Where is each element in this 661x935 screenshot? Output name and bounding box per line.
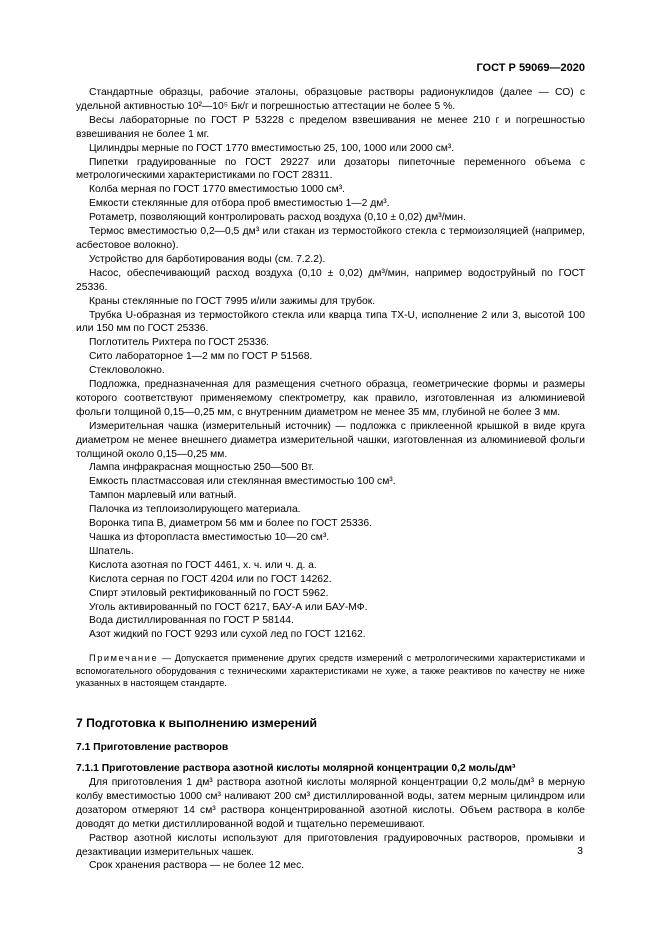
list-item: Стекловолокно.	[89, 365, 165, 377]
list-item: Азот жидкий по ГОСТ 9293 или сухой лед по ГОСТ 12162.	[89, 629, 366, 641]
list-item: Чашка из фторопласта вместимостью 10—20 см³.	[89, 532, 330, 543]
list-item: Шпатель.	[89, 545, 134, 557]
list-item: Подложка, предназначенная для размещения счетного образца, геометрические формы и размеры которого соответствуют применяемому спектрометру, как правило, изготовленная из алюминиевой фольги толщиной 0,15—0,25 мм, с внутренним диаметром не менее 35 мм, глубиной не более 3 мм.	[76, 379, 585, 418]
section-7-paragraph: Срок хранения раствора — не более 12 мес.	[89, 860, 305, 872]
list-item: Стандартные образцы, рабочие эталоны, образцовые растворы радионуклидов (далее — СО) с удельной активностью 10²—10⁵ Бк/г и погрешностью аттестации не более 5 %.	[76, 87, 585, 112]
list-item: Устройство для барботирования воды (см. 7.2.2).	[89, 253, 326, 265]
note-text: — Допускается применение других средств измерений с метрологическими характеристиками и вспомогательного оборудования с техническими характеристиками не хуже, а также реактивов по качеству не ниже указанных в настоящем стандарте.	[76, 653, 585, 689]
list-item: Палочка из теплоизолирующего материала.	[89, 504, 301, 516]
list-item: Тампон марлевый или ватный.	[89, 490, 237, 502]
list-item: Воронка типа В, диаметром 56 мм и более по ГОСТ 25336.	[89, 518, 372, 530]
note-block	[76, 652, 585, 690]
list-item: Емкость пластмассовая или стеклянная вместимостью 100 см³.	[89, 476, 396, 488]
list-item: Термос вместимостью 0,2—0,5 дм³ или стакан из термостойкого стекла с термоизоляцией (например, асбестовое волокно).	[76, 226, 585, 251]
equipment-list	[76, 86, 585, 642]
list-item: Кислота азотная по ГОСТ 4461, х. ч. или ч. д. а.	[89, 559, 317, 571]
list-item: Измерительная чашка (измерительный источник) — подложка с приклеенной крышкой в виде круга диаметром не менее внешнего диаметра измерительной чашки, изготовленная из алюминиевой фольги толщиной около 0,15—0,25 мм.	[76, 420, 585, 460]
list-item: Кислота серная по ГОСТ 4204 или по ГОСТ 14262.	[89, 573, 332, 585]
list-item: Трубка U-образная из термостойкого стекла или кварца типа TX-U, исполнение 2 или 3, высотой 100 или 150 мм по ГОСТ 25336.	[76, 309, 585, 335]
page-number: 3	[577, 845, 583, 857]
list-item: Уголь активированный по ГОСТ 6217, БАУ-А или БАУ-МФ.	[89, 601, 368, 613]
document-id-header: ГОСТ Р 59069—2020	[476, 62, 585, 74]
section-7-paragraph: Для приготовления 1 дм³ раствора азотной кислоты молярной концентрации 0,2 моль/дм³ в мерную колбу вместимостью 1000 см³ наливают 200 см³ дистиллированной воды, затем мерным цилиндром или дозатором отмеряют 14 см³ раствора концентрированной азотной кислоты. Объем раствора в колбе доводят до метки дистиллированной водой и тщательно перемешивают.	[76, 777, 585, 830]
list-item: Ротаметр, позволяющий контролировать расход воздуха (0,10 ± 0,02) дм³/мин.	[89, 212, 466, 224]
list-item: Лампа инфракрасная мощностью 250—500 Вт.	[89, 462, 315, 474]
section-7-heading: 7 Подготовка к выполнению измерений	[76, 716, 318, 731]
list-item: Вода дистиллированная по ГОСТ Р 58144.	[89, 615, 294, 627]
page-content	[76, 86, 585, 873]
section-7-1-1-heading: 7.1.1 Приготовление раствора азотной кислоты молярной концентрации 0,2 моль/дм³	[76, 763, 516, 775]
section-7-paragraph: Раствор азотной кислоты используют для приготовления градуировочных растворов, промывки и дезактивации измерительных чашек.	[76, 832, 585, 858]
list-item: Пипетки градуированные по ГОСТ 29227 или дозаторы пипеточные переменного объема с метрологическими характеристиками по ГОСТ 28311.	[76, 156, 585, 182]
section-7-1-heading: 7.1 Приготовление растворов	[76, 742, 229, 754]
list-item: Краны стеклянные по ГОСТ 7995 и/или зажимы для трубок.	[89, 295, 376, 307]
list-item: Насос, обеспечивающий расход воздуха (0,10 ± 0,02) дм³/мин, например водоструйный по ГОСТ 25336.	[76, 267, 585, 293]
list-item: Емкости стеклянные для отбора проб вместимостью 1—2 дм³.	[89, 198, 390, 210]
list-item: Весы лабораторные по ГОСТ Р 53228 с пределом взвешивания не менее 210 г и погрешностью взвешивания не более 1 мг.	[76, 114, 585, 140]
list-item: Колба мерная по ГОСТ 1770 вместимостью 1000 см³.	[89, 184, 345, 196]
note-label: Примечание	[89, 653, 159, 664]
list-item: Цилиндры мерные по ГОСТ 1770 вместимостью 25, 100, 1000 или 2000 см³.	[89, 142, 455, 154]
list-item: Поглотитель Рихтера по ГОСТ 25336.	[89, 337, 270, 349]
list-item: Сито лабораторное 1—2 мм по ГОСТ Р 51568.	[89, 351, 313, 363]
list-item: Спирт этиловый ректификованный по ГОСТ 5962.	[89, 587, 329, 599]
